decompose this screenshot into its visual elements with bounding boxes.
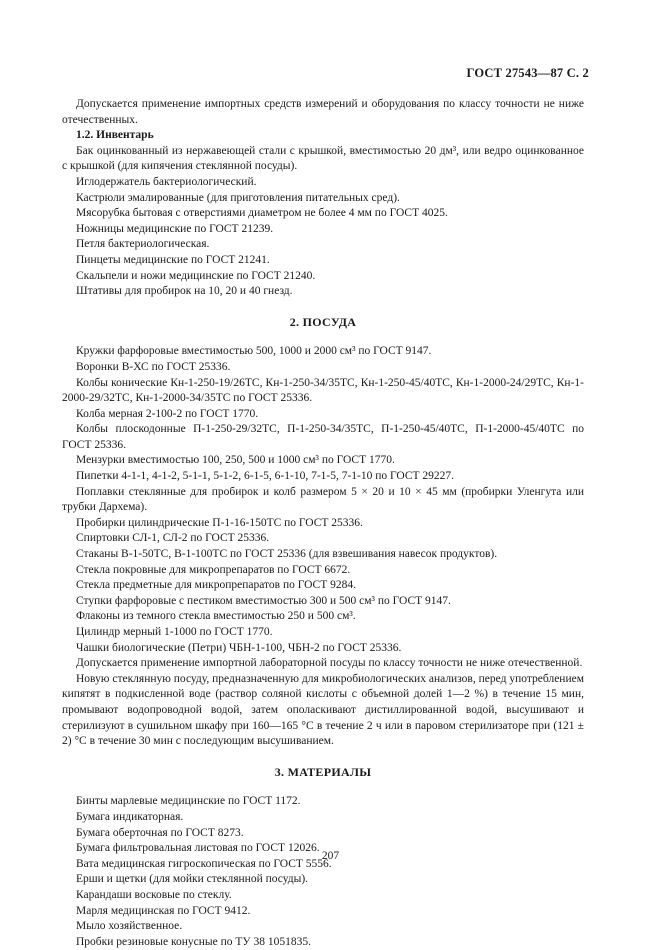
materials-list <box>62 794 584 950</box>
inventory-list <box>62 144 584 300</box>
glassware-item: Стекла покровные для микропрепаратов по ГОСТ 6672. <box>76 563 351 576</box>
inventory-item: Кастрюли эмалированные (для приготовления питательных сред). <box>76 191 400 204</box>
glassware-item: Стаканы В-1-50ТС, В-1-100ТС по ГОСТ 25336 (для взвешивания навесок продуктов). <box>76 548 498 561</box>
glassware-item: Пробирки цилиндрические П-1-16-150ТС по ГОСТ 25336. <box>76 516 363 529</box>
material-item: Вата медицинская гигроскопическая по ГОСТ 5556. <box>76 857 332 870</box>
inventory-item: Иглодержатель бактериологический. <box>76 175 257 188</box>
material-item: Бумага индикаторная. <box>76 810 184 823</box>
inventory-item: Петля бактериологическая. <box>76 238 210 251</box>
material-item: Карандаши восковые по стеклу. <box>76 888 232 901</box>
material-item: Бумага фильтровальная листовая по ГОСТ 12026. <box>76 842 320 855</box>
material-item: Мыло хозяйственное. <box>76 920 183 933</box>
glassware-item: Флаконы из темного стекла вместимостью 250 и 500 см³. <box>76 610 356 623</box>
inventory-item: Мясорубка бытовая с отверстиями диаметром не более 4 мм по ГОСТ 4025. <box>76 207 448 220</box>
glassware-item: Колбы плоскодонные П-1-250-29/32ТС, П-1-250-34/35ТС, П-1-250-45/40ТС, П-1-2000-45/40ТС по ГОСТ 25336. <box>62 423 584 451</box>
glassware-item: Мензурки вместимостью 100, 250, 500 и 1000 см³ по ГОСТ 1770. <box>76 454 395 467</box>
glassware-item: Колбы конические Кн-1-250-19/26ТС, Кн-1-250-34/35ТС, Кн-1-250-45/40ТС, Кн-1-2000-24/29ТС, Кн-1-2000-29/32ТС, Кн-1-2000-34/35ТС по ГОСТ 25336. <box>62 376 584 405</box>
material-item: Бинты марлевые медицинские по ГОСТ 1172. <box>76 795 301 808</box>
glassware-list <box>62 344 584 749</box>
glassware-item: Чашки биологические (Петри) ЧБН-1-100, ЧБН-2 по ГОСТ 25336. <box>76 641 402 654</box>
material-item: Бумага оберточная по ГОСТ 8273. <box>76 826 244 839</box>
inventory-item: Ножницы медицинские по ГОСТ 21239. <box>76 222 274 235</box>
inventory-item: Бак оцинкованный из нержавеющей стали с крышкой, вместимостью 20 дм³, или ведро оцинкованное с крышкой (для кипячения стеклянной посуды). <box>62 144 584 173</box>
glassware-item: Пипетки 4-1-1, 4-1-2, 5-1-1, 5-1-2, 6-1-5, 6-1-10, 7-1-5, 7-1-10 по ГОСТ 29227. <box>76 470 455 483</box>
document-body <box>62 97 584 950</box>
glassware-item: Стекла предметные для микропрепаратов по ГОСТ 9284. <box>76 579 356 592</box>
glassware-item: Цилиндр мерный 1-1000 по ГОСТ 1770. <box>76 626 273 638</box>
glassware-item: Кружки фарфоровые вместимостью 500, 1000 и 2000 см³ по ГОСТ 9147. <box>76 345 432 358</box>
inventory-item: Скальпели и ножи медицинские по ГОСТ 21240. <box>76 269 316 282</box>
glassware-item: Воронки В-ХС по ГОСТ 25336. <box>76 360 231 373</box>
inventory-item: Штативы для пробирок на 10, 20 и 40 гнезд. <box>76 285 293 298</box>
material-item: Ерши и щетки (для мойки стеклянной посуды). <box>76 873 309 886</box>
glassware-item: Ступки фарфоровые с пестиком вместимостью 300 и 500 см³ по ГОСТ 9147. <box>76 594 451 607</box>
glassware-item: Колба мерная 2-100-2 по ГОСТ 1770. <box>76 407 259 420</box>
page-header: ГОСТ 27543—87 С. 2 <box>466 66 589 80</box>
glassware-item: Спиртовки СЛ-1, СЛ-2 по ГОСТ 25336. <box>76 532 270 545</box>
section-2-heading: 2. ПОСУДА <box>289 314 357 329</box>
glassware-item: Новую стеклянную посуду, предназначенную для микробиологических анализов, перед употреблением кипятят в подкисленной воде (раствор соляной кислоты с объемной долей 1—2 %) в течение 15 мин, промывают водопроводной водой, затем ополаскивают дистиллированной водой, высушивают и стерилизуют в сушильном шкафу при 160—165 °С в течение 2 ч или в паровом стерилизаторе при (121 ± 2) °С в течение 30 мин с последующим высушиванием. <box>62 672 584 748</box>
inventory-item: Пинцеты медицинские по ГОСТ 21241. <box>76 253 270 266</box>
intro-paragraph: Допускается применение импортных средств измерений и оборудования по классу точности не ниже отечественных. <box>62 98 584 126</box>
glassware-item: Допускается применение импортной лабораторной посуды по классу точности не ниже отечественной. <box>76 657 583 670</box>
section-3-heading: 3. МАТЕРИАЛЫ <box>274 764 372 779</box>
material-item: Пробки резиновые конусные по ТУ 38 1051835. <box>76 935 311 948</box>
glassware-item: Поплавки стеклянные для пробирок и колб размером 5 × 20 и 10 × 45 мм (пробирки Уленгута или трубки Дархема). <box>62 485 584 514</box>
inventory-subtitle: 1.2. Инвентарь <box>76 129 154 142</box>
material-item: Марля медицинская по ГОСТ 9412. <box>76 904 251 917</box>
page-number: 207 <box>321 850 340 862</box>
